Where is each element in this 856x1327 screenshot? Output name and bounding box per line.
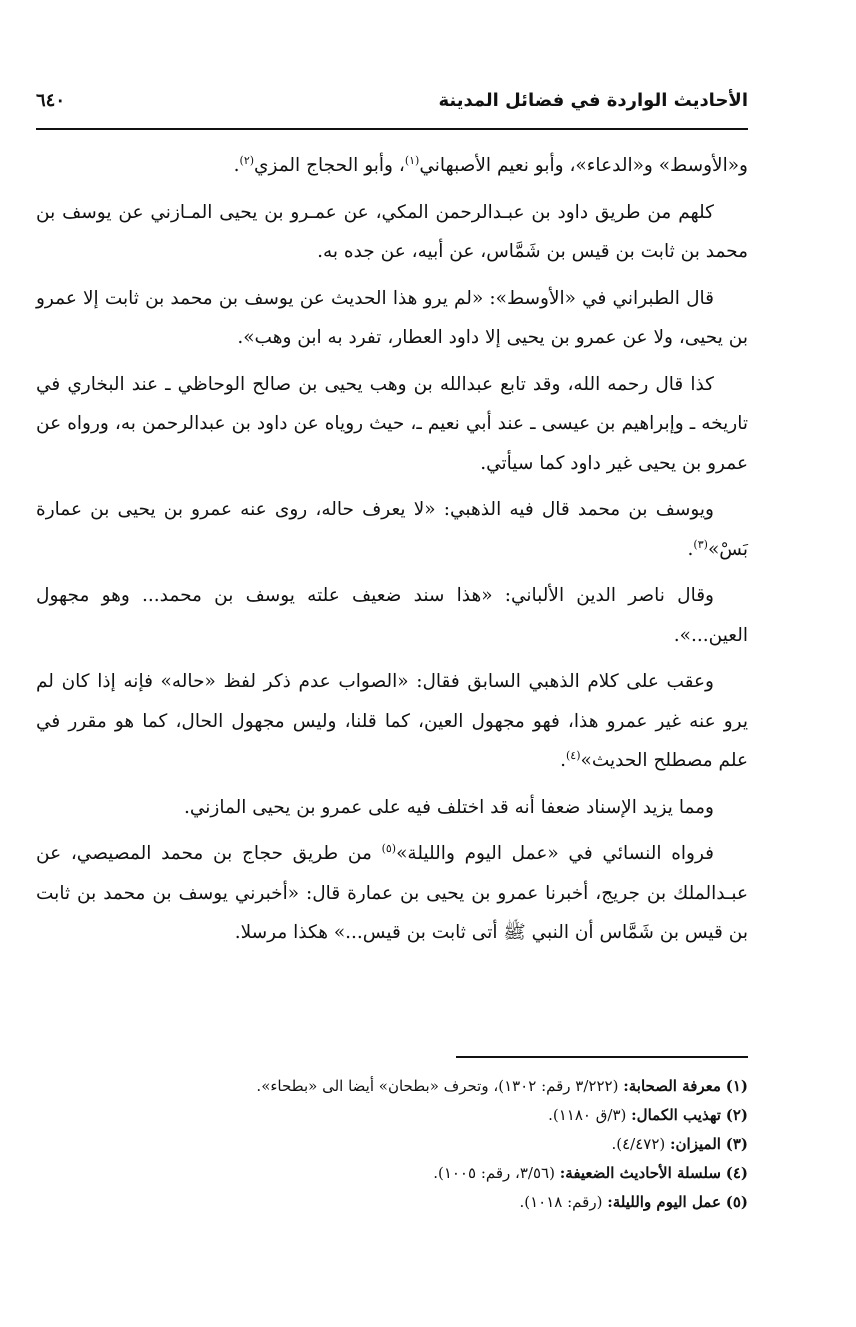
paragraph-text: ويوسف بن محمد قال فيه الذهبي: «لا يعرف حاله، روى عنه عمرو بن يحيى بن عمارة بَسْ»: [36, 499, 748, 560]
header-rule: [36, 128, 748, 130]
footnote-detail: (٣/٢٢٢ رقم: ١٣٠٢)، وتحرف «بطحان» أيضا الى «بطحاء».: [256, 1077, 624, 1095]
paragraph: ومما يزيد الإسناد ضعفا أنه قد اختلف فيه على عمرو بن يحيى المازني.: [183, 796, 714, 818]
footnote-number: (٥): [725, 1193, 748, 1211]
footnote-ref: (١): [404, 153, 420, 167]
footnote-source: سلسلة الأحاديث الضعيفة:: [559, 1164, 721, 1182]
footnote-source: تهذيب الكمال:: [631, 1106, 721, 1124]
paragraph: [36, 146, 748, 186]
paragraph-text: ، وأبو الحجاج المزي: [254, 155, 405, 176]
footnote-source: معرفة الصحابة:: [623, 1077, 721, 1095]
running-title: الأحاديث الواردة في فضائل المدينة: [438, 90, 748, 111]
footnote-source: الميزان:: [670, 1135, 721, 1153]
paragraph: [36, 490, 748, 569]
paragraph-text: .: [560, 750, 566, 771]
paragraph: كلهم من طريق داود بن عبـدالرحمن المكي، عن عمـرو بن يحيى المـازني عن يوسف بن محمد بن ثابت بن قيس بن شَمَّاس، عن أبيه، عن جده به.: [36, 201, 748, 262]
main-text: [36, 146, 748, 960]
paragraph: وقال ناصر الدين الألباني: «هذا سند ضعيف علته يوسف بن محمد... وهو مجهول العين...».: [36, 585, 748, 646]
footnote-ref: (٤): [565, 748, 581, 762]
footnote-number: (١): [725, 1077, 748, 1095]
footnote-detail: (٣/٥٦، رقم: ١٠٠٥).: [433, 1164, 560, 1182]
running-header: [36, 84, 748, 118]
footnote: [68, 1130, 748, 1159]
paragraph: [36, 834, 748, 953]
footnote-number: (٤): [725, 1164, 748, 1182]
paragraph: كذا قال رحمه الله، وقد تابع عبدالله بن وهب يحيى بن صالح الوحاظي ـ عند البخاري في تاريخه ـ وإبراهيم بن عيسى ـ عند أبي نعيم ـ، حيث روياه عن داود بن عبدالرحمن به، ورواه عن عمرو بن يحيى غير داود كما سيأتي.: [36, 373, 748, 474]
paragraph-text: فرواه النسائي في «عمل اليوم والليلة»: [396, 843, 715, 864]
footnote-detail: (٣/ق ١١٨٠).: [548, 1106, 632, 1124]
paragraph-text: من طريق حجاج بن محمد المصيصي، عن عبـدالملك بن جريج، أخبرنا عمرو بن يحيى بن عمارة قال: «أخبرني يوسف بن محمد بن ثابت بن قيس بن شَمَّاس أن النبي ﷺ أتى ثابت بن قيس...» هكذا مرسلا.: [36, 843, 748, 943]
paragraph-text: وعقب على كلام الذهبي السابق فقال: «الصواب عدم ذكر لفظ «حاله» فإنه إذا كان لم يرو عنه غير عمرو هذا، فهو مجهول العين، كما قلنا، وليس مجهول الحال، كما هو مقرر في علم مصطلح الحديث»: [36, 671, 748, 771]
footnote-ref: (٢): [239, 153, 255, 167]
footnote-ref: (٥): [381, 841, 397, 855]
paragraph: قال الطبراني في «الأوسط»: «لم يرو هذا الحديث عن يوسف بن محمد بن ثابت إلا عمرو بن يحيى، ولا عن عمرو بن يحيى إلا داود العطار، تفرد به ابن وهب».: [36, 287, 748, 348]
footnote: [68, 1072, 748, 1101]
paragraph: [36, 662, 748, 781]
footnote: [68, 1101, 748, 1130]
footnote-source: عمل اليوم والليلة:: [607, 1193, 721, 1211]
footnote-rule: [456, 1056, 748, 1058]
footnote-number: (٢): [725, 1106, 748, 1124]
paragraph-text: .: [233, 155, 240, 176]
paragraph-text: .: [687, 538, 694, 560]
page-number: ٦٤٠: [36, 90, 66, 111]
footnote-detail: (٤/٤٧٢).: [611, 1135, 670, 1153]
footnote-ref: (٣): [693, 537, 708, 551]
paragraph-text: و«الأوسط» و«الدعاء»، وأبو نعيم الأصبهاني: [419, 155, 748, 176]
footnote: [68, 1188, 748, 1217]
footnote: [68, 1159, 748, 1188]
footnotes: [68, 1072, 748, 1217]
footnote-number: (٣): [725, 1135, 748, 1153]
footnote-detail: (رقم: ١٠١٨).: [519, 1193, 608, 1211]
